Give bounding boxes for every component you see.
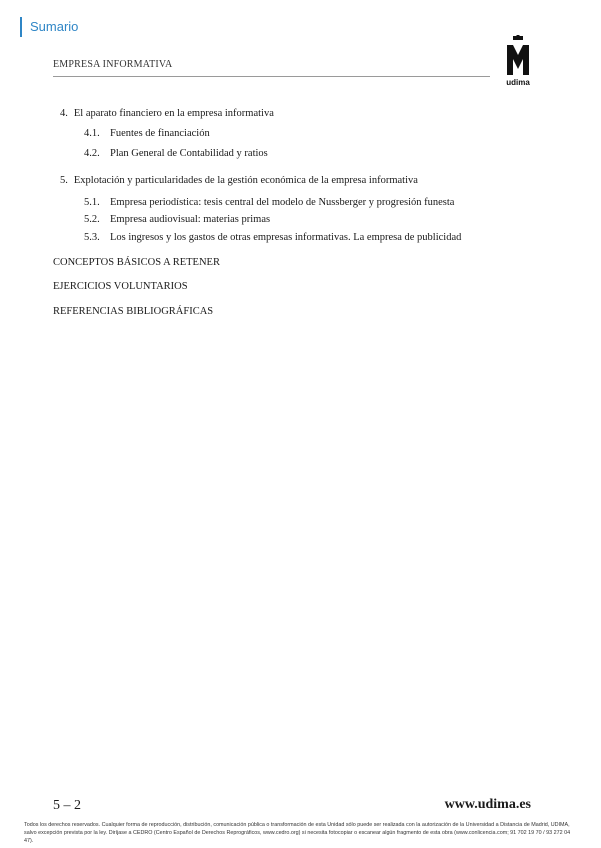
toc-number: 5. [60,175,68,186]
toc-section-referencias[interactable]: REFERENCIAS BIBLIOGRÁFICAS [53,306,214,317]
toc-number: 4. [60,108,68,119]
toc-item-4-1[interactable] [84,128,210,139]
toc-title: Fuentes de financiación [110,128,210,139]
website-link[interactable]: www.udima.es [444,797,531,812]
legal-notice: Todos los derechos reservados. Cualquier forma de reproducción, distribución, comunicación pública o transformación de esta Unidad sólo puede ser realizada con la autorización de la Universidad a Distancia de Madrid, UDIMA, salvo excepción prevista por la ley. Diríjase a CEDRO (Centro Español de Derechos Reprográficos, www.cedro.org) si necesita fotocopiar o escanear algún fragmento de esta obra (www.conlicencia.com; 91 702 19 70 / 93 272 04 47). [24,822,571,844]
toc-title: Plan General de Contabilidad y ratios [110,148,268,159]
page-number: 5 – 2 [53,798,81,813]
toc-item-4[interactable] [60,108,274,119]
section-tab-sumario: Sumario [20,17,78,37]
toc-item-5[interactable] [60,175,418,186]
toc-title: Explotación y particularidades de la gestión económica de la empresa informativa [73,175,418,186]
toc-number: 5.1. [84,197,100,208]
toc-number: 5.2. [84,214,100,225]
toc-title: Empresa audiovisual: materias primas [110,214,271,225]
toc-number: 4.1. [84,128,100,139]
toc-item-5-2[interactable] [84,214,270,225]
toc-section-conceptos[interactable]: CONCEPTOS BÁSICOS A RETENER [53,257,220,268]
header-divider [53,76,490,77]
toc-section-ejercicios[interactable]: EJERCICIOS VOLUNTARIOS [53,281,188,292]
document-header-title: EMPRESA INFORMATIVA [53,59,173,70]
toc-number: 4.2. [84,148,100,159]
udima-logo-text: udima [506,78,530,87]
toc-item-5-3[interactable] [84,232,461,243]
toc-number: 5.3. [84,232,100,243]
toc-item-4-2[interactable] [84,148,268,159]
toc-title: Empresa periodística: tesis central del modelo de Nussberger y progresión funesta [110,197,455,208]
toc-item-5-1[interactable] [84,197,454,208]
toc-title: El aparato financiero en la empresa informativa [73,108,274,119]
toc-title: Los ingresos y los gastos de otras empresas informativas. La empresa de publicidad [110,232,462,243]
